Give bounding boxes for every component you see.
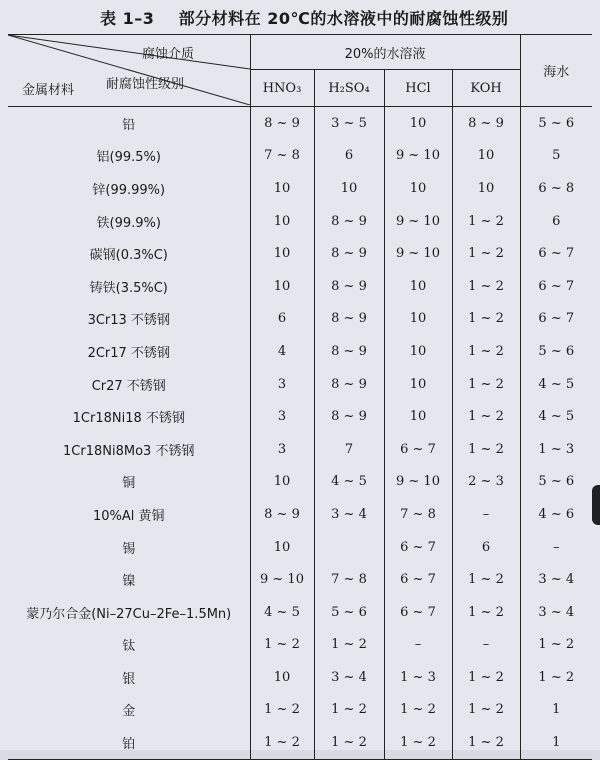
metal-cell bbox=[8, 661, 250, 694]
table-row bbox=[8, 498, 592, 531]
table-title bbox=[0, 0, 600, 34]
metal-name: 铜 bbox=[122, 476, 136, 492]
grade-cell: 1 ~ 2 bbox=[452, 596, 520, 629]
header-corrosion-medium: 腐蚀介质 bbox=[142, 47, 195, 62]
metal-name: 铅 bbox=[122, 117, 136, 133]
metal-cell bbox=[8, 107, 250, 140]
grade-cell: 8 ~ 9 bbox=[250, 498, 314, 531]
grade-cell: 6 bbox=[452, 531, 520, 564]
metal-name: 镍 bbox=[122, 574, 136, 590]
grade-cell: 6 ~ 7 bbox=[538, 278, 575, 294]
grade-cell: 1 ~ 2 bbox=[452, 694, 520, 727]
table-row bbox=[8, 433, 592, 466]
header-solution-group: 20%的水溶液 bbox=[250, 35, 520, 70]
header-hno3: HNO₃ bbox=[250, 70, 314, 107]
grade-cell: 10 bbox=[384, 368, 452, 401]
table-row bbox=[8, 368, 592, 401]
metal-name: 蒙乃尔合金(Ni–27Cu–2Fe–1.5Mn) bbox=[26, 606, 232, 622]
table-number: 表 1–3 bbox=[100, 9, 155, 28]
grade-cell: 8 ~ 9 bbox=[314, 400, 384, 433]
page-edge-mark bbox=[592, 485, 600, 525]
grade-cell: 4 ~ 5 bbox=[538, 409, 575, 425]
grade-cell: 8 ~ 9 bbox=[314, 303, 384, 336]
metal-name: 铁(99.9%) bbox=[96, 215, 161, 231]
grade-cell: 10 bbox=[452, 172, 520, 205]
metal-cell bbox=[8, 596, 250, 629]
grade-cell bbox=[314, 531, 384, 564]
table-row bbox=[8, 596, 592, 629]
grade-cell: 5 bbox=[552, 148, 561, 164]
grade-cell: 9 ~ 10 bbox=[384, 205, 452, 238]
grade-cell: 1 ~ 2 bbox=[452, 270, 520, 303]
metal-name: 1Cr18Ni8Mo3 不锈钢 bbox=[63, 443, 195, 459]
table-body bbox=[8, 107, 592, 760]
header-metal-material: 金属材料 bbox=[22, 83, 75, 98]
metal-name: 2Cr17 不锈钢 bbox=[87, 345, 170, 361]
metal-name: 铂 bbox=[122, 737, 136, 753]
grade-cell: 6 ~ 7 bbox=[384, 596, 452, 629]
table-row bbox=[8, 172, 592, 205]
grade-cell: 1 ~ 2 bbox=[452, 205, 520, 238]
metal-cell bbox=[8, 726, 250, 759]
grade-cell: 1 ~ 2 bbox=[452, 400, 520, 433]
metal-name: Cr27 不锈钢 bbox=[91, 378, 166, 394]
table-row bbox=[8, 205, 592, 238]
metal-cell bbox=[8, 629, 250, 662]
grade-cell: – bbox=[384, 629, 452, 662]
grade-cell: 6 bbox=[314, 140, 384, 173]
grade-cell: 3 ~ 4 bbox=[538, 604, 575, 620]
grade-cell: 10 bbox=[250, 270, 314, 303]
table-row bbox=[8, 726, 592, 759]
grade-cell: 1 ~ 2 bbox=[250, 629, 314, 662]
grade-cell: 10 bbox=[384, 303, 452, 336]
metal-cell bbox=[8, 400, 250, 433]
grade-cell: 9 ~ 10 bbox=[384, 466, 452, 499]
grade-cell: 8 ~ 9 bbox=[314, 368, 384, 401]
grade-cell: 7 ~ 8 bbox=[384, 498, 452, 531]
grade-cell: 10 bbox=[384, 172, 452, 205]
metal-cell bbox=[8, 303, 250, 336]
metal-name: 3Cr13 不锈钢 bbox=[87, 313, 170, 329]
grade-cell: 1 ~ 3 bbox=[538, 441, 575, 457]
metal-cell bbox=[8, 140, 250, 173]
metal-cell bbox=[8, 498, 250, 531]
grade-cell: 3 bbox=[250, 368, 314, 401]
table-row bbox=[8, 303, 592, 336]
grade-cell: – bbox=[452, 629, 520, 662]
grade-cell: 10 bbox=[250, 205, 314, 238]
metal-name: 10%Al 黄铜 bbox=[92, 508, 165, 524]
grade-cell: 1 ~ 2 bbox=[314, 629, 384, 662]
table-caption bbox=[100, 6, 508, 29]
metal-name: 1Cr18Ni18 不锈钢 bbox=[72, 411, 185, 427]
grade-cell: 1 ~ 2 bbox=[384, 694, 452, 727]
metal-cell bbox=[8, 205, 250, 238]
metal-cell bbox=[8, 466, 250, 499]
table-row bbox=[8, 531, 592, 564]
grade-cell: 1 ~ 2 bbox=[452, 368, 520, 401]
grade-cell: 1 ~ 2 bbox=[452, 433, 520, 466]
grade-cell: 1 ~ 2 bbox=[538, 637, 575, 653]
grade-cell: 1 ~ 2 bbox=[452, 661, 520, 694]
metal-cell bbox=[8, 172, 250, 205]
grade-cell: 5 ~ 6 bbox=[538, 115, 575, 131]
grade-cell: 1 ~ 2 bbox=[250, 694, 314, 727]
grade-cell: 1 ~ 2 bbox=[314, 726, 384, 759]
grade-cell: 6 ~ 7 bbox=[384, 531, 452, 564]
grade-cell: 8 ~ 9 bbox=[314, 205, 384, 238]
grade-cell: 10 bbox=[384, 400, 452, 433]
grade-cell: 1 ~ 2 bbox=[452, 335, 520, 368]
header-corrosion-grade: 耐腐蚀性级别 bbox=[106, 77, 185, 92]
grade-cell: 10 bbox=[384, 270, 452, 303]
table-row bbox=[8, 107, 592, 140]
grade-cell: 6 ~ 7 bbox=[538, 246, 575, 262]
metal-name: 碳钢(0.3%C) bbox=[89, 248, 168, 264]
metal-cell bbox=[8, 270, 250, 303]
grade-cell: 4 ~ 5 bbox=[538, 376, 575, 392]
grade-cell: 3 ~ 4 bbox=[314, 661, 384, 694]
metal-name: 银 bbox=[122, 671, 136, 687]
table-row bbox=[8, 140, 592, 173]
grade-cell: 4 ~ 5 bbox=[314, 466, 384, 499]
grade-cell: 10 bbox=[250, 661, 314, 694]
table-row bbox=[8, 661, 592, 694]
grade-cell: 8 ~ 9 bbox=[314, 270, 384, 303]
grade-cell: 2 ~ 3 bbox=[452, 466, 520, 499]
metal-name: 锡 bbox=[122, 541, 136, 557]
grade-cell: 10 bbox=[452, 140, 520, 173]
grade-cell: 3 ~ 4 bbox=[538, 572, 575, 588]
grade-cell: 6 bbox=[250, 303, 314, 336]
grade-cell: 8 ~ 9 bbox=[314, 237, 384, 270]
metal-cell bbox=[8, 368, 250, 401]
metal-cell bbox=[8, 694, 250, 727]
grade-cell: 1 ~ 2 bbox=[452, 726, 520, 759]
table-title-text: 部分材料在 20℃的水溶液中的耐腐蚀性级别 bbox=[178, 9, 509, 28]
header-hcl: HCl bbox=[384, 70, 452, 107]
grade-cell: 7 bbox=[314, 433, 384, 466]
table-row bbox=[8, 629, 592, 662]
grade-cell: – bbox=[452, 498, 520, 531]
metal-cell bbox=[8, 531, 250, 564]
grade-cell: 9 ~ 10 bbox=[384, 140, 452, 173]
metal-cell bbox=[8, 433, 250, 466]
grade-cell: 3 ~ 5 bbox=[314, 107, 384, 140]
metal-name: 金 bbox=[122, 704, 136, 720]
grade-cell: 3 bbox=[250, 400, 314, 433]
grade-cell: 4 ~ 5 bbox=[250, 596, 314, 629]
grade-cell: 3 ~ 4 bbox=[314, 498, 384, 531]
metal-cell bbox=[8, 563, 250, 596]
header-h2so4: H₂SO₄ bbox=[314, 70, 384, 107]
grade-cell: 8 ~ 9 bbox=[452, 107, 520, 140]
grade-cell: 3 bbox=[250, 433, 314, 466]
header-koh: KOH bbox=[452, 70, 520, 107]
table-row bbox=[8, 563, 592, 596]
grade-cell: 10 bbox=[384, 335, 452, 368]
grade-cell: 4 ~ 6 bbox=[538, 506, 575, 522]
grade-cell: 10 bbox=[250, 531, 314, 564]
grade-cell: 1 ~ 2 bbox=[250, 726, 314, 759]
grade-cell: 1 ~ 2 bbox=[452, 237, 520, 270]
metal-name: 锌(99.99%) bbox=[92, 182, 166, 198]
grade-cell: 1 bbox=[552, 702, 561, 718]
table-row bbox=[8, 400, 592, 433]
grade-cell: 7 ~ 8 bbox=[250, 140, 314, 173]
grade-cell: 6 ~ 7 bbox=[384, 433, 452, 466]
grade-cell: 9 ~ 10 bbox=[250, 563, 314, 596]
corrosion-table bbox=[8, 34, 592, 760]
grade-cell: 10 bbox=[384, 107, 452, 140]
grade-cell: 6 ~ 8 bbox=[538, 180, 575, 196]
grade-cell: 1 ~ 2 bbox=[384, 726, 452, 759]
metal-cell bbox=[8, 335, 250, 368]
grade-cell: 8 ~ 9 bbox=[314, 335, 384, 368]
table-row bbox=[8, 694, 592, 727]
grade-cell: 1 ~ 2 bbox=[452, 563, 520, 596]
grade-cell: 8 ~ 9 bbox=[250, 107, 314, 140]
diagonal-header-cell bbox=[8, 35, 250, 107]
grade-cell: 4 bbox=[250, 335, 314, 368]
grade-cell: 10 bbox=[250, 466, 314, 499]
metal-name: 铸铁(3.5%C) bbox=[89, 280, 168, 296]
grade-cell: 1 bbox=[520, 726, 592, 759]
grade-cell: 1 ~ 3 bbox=[384, 661, 452, 694]
grade-cell: 6 ~ 7 bbox=[538, 311, 575, 327]
table-row bbox=[8, 237, 592, 270]
grade-cell: 7 ~ 8 bbox=[314, 563, 384, 596]
grade-cell: 10 bbox=[314, 172, 384, 205]
grade-cell: 10 bbox=[250, 237, 314, 270]
grade-cell: 5 ~ 6 bbox=[538, 474, 575, 490]
grade-cell: 9 ~ 10 bbox=[384, 237, 452, 270]
grade-cell: 1 ~ 2 bbox=[538, 669, 575, 685]
grade-cell: 5 ~ 6 bbox=[314, 596, 384, 629]
grade-cell: 6 ~ 7 bbox=[384, 563, 452, 596]
metal-cell bbox=[8, 237, 250, 270]
metal-name: 钛 bbox=[122, 639, 136, 655]
table-row bbox=[8, 335, 592, 368]
grade-cell: 10 bbox=[250, 172, 314, 205]
table-row bbox=[8, 466, 592, 499]
grade-cell: – bbox=[553, 539, 560, 555]
grade-cell: 1 ~ 2 bbox=[452, 303, 520, 336]
header-seawater: 海水 bbox=[520, 35, 592, 107]
metal-name: 铝(99.5%) bbox=[96, 150, 161, 166]
grade-cell: 1 ~ 2 bbox=[314, 694, 384, 727]
grade-cell: 5 ~ 6 bbox=[538, 343, 575, 359]
grade-cell: 6 bbox=[552, 213, 561, 229]
table-row bbox=[8, 270, 592, 303]
